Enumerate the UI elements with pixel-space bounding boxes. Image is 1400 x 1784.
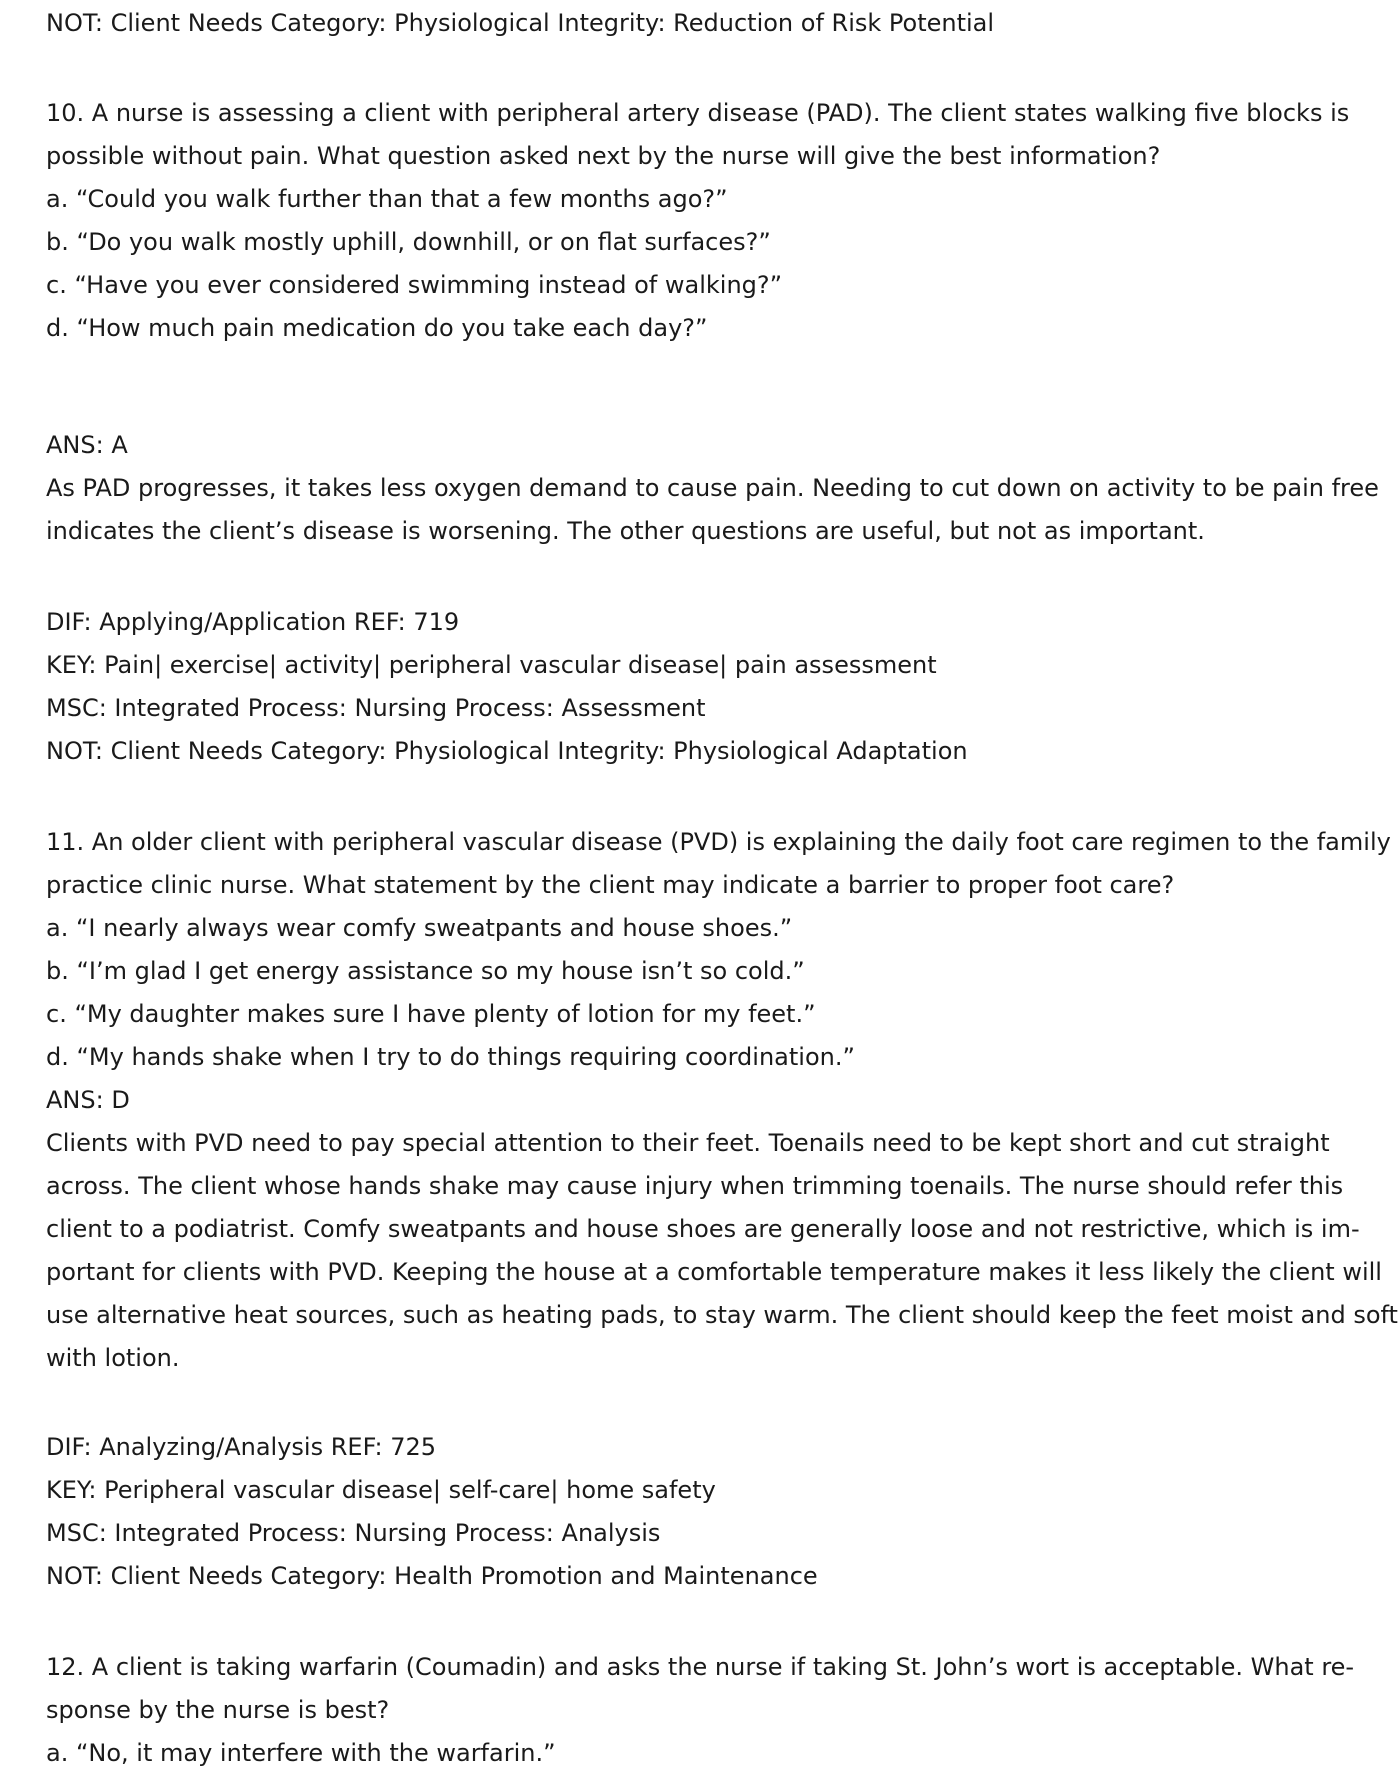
rationale-line: Clients with PVD need to pay special attention to their feet. Toenails need to be kept short and cut straight (46, 1129, 1330, 1157)
question-10-line: 10. A nurse is assessing a client with peripheral artery disease (PAD). The client states walking five blocks is (46, 99, 1350, 127)
meta-line: NOT: Client Needs Category: Health Promotion and Maintenance (46, 1562, 818, 1590)
option-line: c. “My daughter makes sure I have plenty of lotion for my feet.” (46, 1000, 816, 1028)
rationale-line: client to a podiatrist. Comfy sweatpants and house shoes are generally loose and not restrictive, which is im- (46, 1215, 1360, 1243)
option-line: d. “How much pain medication do you take each day?” (46, 314, 708, 342)
rationale-line: portant for clients with PVD. Keeping the house at a comfortable temperature makes it less likely the client will (46, 1258, 1382, 1286)
option-line: b. “Do you walk mostly uphill, downhill, or on flat surfaces?” (46, 228, 771, 256)
question-12-line: 12. A client is taking warfarin (Coumadin) and asks the nurse if taking St. John’s wort is acceptable. What re- (46, 1653, 1355, 1681)
option-line: c. “Have you ever considered swimming instead of walking?” (46, 271, 783, 299)
option-line: a. “I nearly always wear comfy sweatpants and house shoes.” (46, 914, 793, 942)
meta-line: DIF: Analyzing/Analysis REF: 725 (46, 1433, 437, 1461)
meta-line: NOT: Client Needs Category: Physiological Integrity: Physiological Adaptation (46, 737, 968, 765)
rationale-line: indicates the client’s disease is worsening. The other questions are useful, but not as important. (46, 517, 1205, 545)
option-line: a. “No, it may interfere with the warfarin.” (46, 1739, 556, 1767)
meta-line: DIF: Applying/Application REF: 719 (46, 608, 460, 636)
option-line: a. “Could you walk further than that a few months ago?” (46, 185, 728, 213)
question-10-line: possible without pain. What question asked next by the nurse will give the best information? (46, 142, 1161, 170)
question-11-line: practice clinic nurse. What statement by the client may indicate a barrier to proper foot care? (46, 871, 1175, 899)
meta-line: MSC: Integrated Process: Nursing Process: Analysis (46, 1519, 661, 1547)
meta-line: KEY: Pain| exercise| activity| peripheral vascular disease| pain assessment (46, 651, 937, 679)
text-line: NOT: Client Needs Category: Physiological Integrity: Reduction of Risk Potential (46, 9, 995, 37)
answer-line: ANS: D (46, 1086, 130, 1114)
question-11-line: 11. An older client with peripheral vascular disease (PVD) is explaining the daily foot care regimen to the family (46, 828, 1391, 856)
answer-line: ANS: A (46, 431, 128, 459)
option-line: d. “My hands shake when I try to do things requiring coordination.” (46, 1043, 855, 1071)
meta-line: KEY: Peripheral vascular disease| self-care| home safety (46, 1476, 716, 1504)
option-line: b. “I’m glad I get energy assistance so my house isn’t so cold.” (46, 957, 805, 985)
rationale-line: across. The client whose hands shake may cause injury when trimming toenails. The nurse should refer this (46, 1172, 1344, 1200)
meta-line: MSC: Integrated Process: Nursing Process: Assessment (46, 694, 706, 722)
question-12-line: sponse by the nurse is best? (46, 1696, 390, 1724)
rationale-line: As PAD progresses, it takes less oxygen demand to cause pain. Needing to cut down on activity to be pain free (46, 474, 1379, 502)
rationale-line: use alternative heat sources, such as heating pads, to stay warm. The client should keep the feet moist and soft (46, 1301, 1398, 1329)
rationale-line: with lotion. (46, 1344, 180, 1372)
